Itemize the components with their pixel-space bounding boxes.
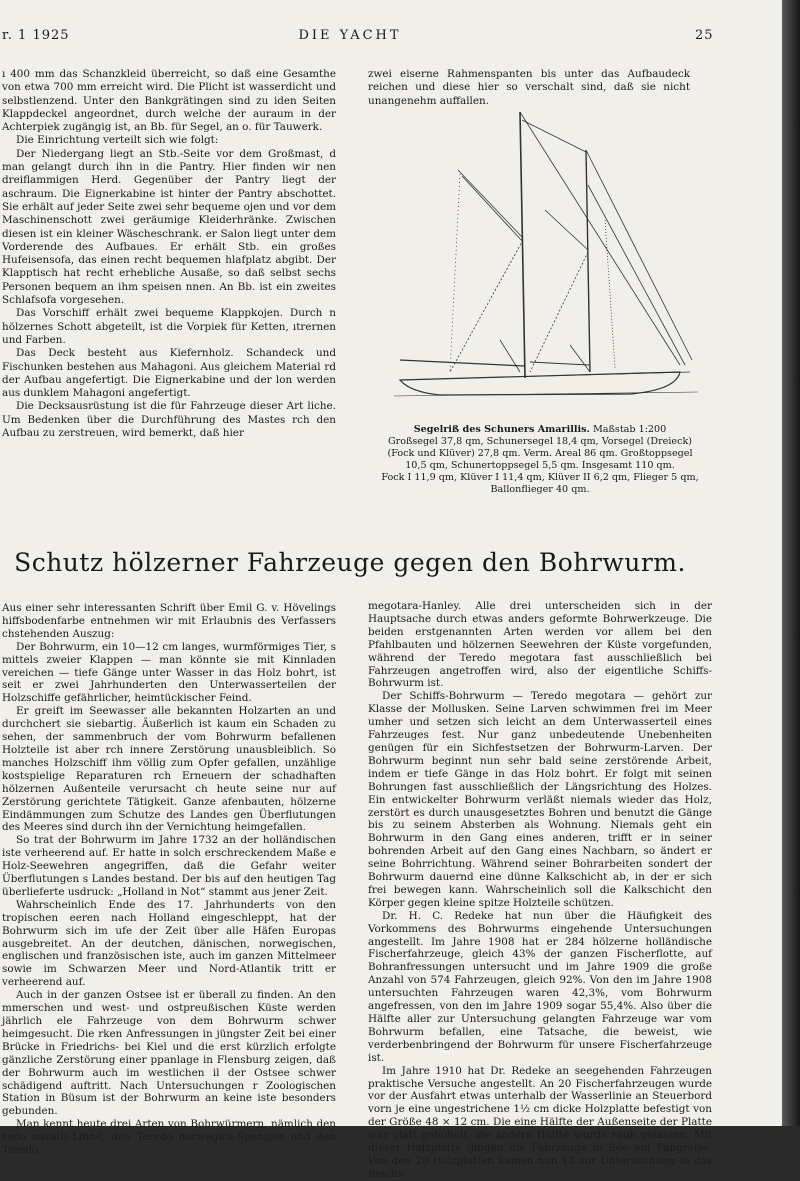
article-left-column xyxy=(2,602,336,1157)
paragraph: Im Jahre 1910 hat Dr. Redeke an seegehenden Fahrzeugen praktische Versuche angestellt. An 20 Fischerfahrzeugen wurde vor der Ausfahrt etwas unterhalb der Wasserlinie an Steuerbord vorn je eine ungestrichene 1½ cm dicke Holzplatte befestigt von der Größe 48 × 12 cm. Die eine Hälfte der Außenseite der Platte war glatt gehobelt, die andere Hälfte wurde rauh gelassen. Mit dieser Holzplatte gingen die Fahrzeuge in See auf Fangreise. Von den 20 Holzplatten kamen nun 13 zur Untersuchung in das Reichs- xyxy=(368,1064,712,1180)
paragraph: Der Niedergang liegt an Stb.-Seite vor dem Großmast, d man gelangt durch ihn in die Pantry. Hier finden wir nen dreiflammigen Herd. Gegenüber der Pantry liegt der aschraum. Die Eignerkabine ist hinter der Pantry abschottet. Sie erhält auf jeder Seite zwei sehr bequeme ojen und vor dem Maschinenschott zwei geräumige Kleiderhränke. Zwischen diesen ist ein kleiner Wäscheschrank. er Salon liegt unter dem Vorderende des Aufbaues. Er erhält Stb. ein großes Hufeisensofa, das einen recht bequemen hlafplatz abgibt. Der Klapptisch hat recht erhebliche Ausaße, so daß selbst sechs Personen bequem an ihm speisen nnen. An Bb. ist ein zweites Schlafsofa vorgesehen. xyxy=(2,147,336,307)
running-header xyxy=(0,28,782,48)
paragraph: Man kennt heute drei Arten von Bohrwürmern, nämlich den redo navalis-Linné, den Teredo norwegica-Spengler und den Teredo xyxy=(2,1118,336,1157)
caption-line: Fock I 11,9 qm, Klüver I 11,4 qm, Klüver II 6,2 qm, Flieger 5 qm, xyxy=(381,472,699,483)
paragraph: Der Bohrwurm, ein 10—12 cm langes, wurmförmiges Tier, s mittels zweier Klappen — man könnte sie mit Kinnladen vereichen — tiefe Gänge unter Wasser in das Holz bohrt, ist seit er zwei Jahrhunderten den Unterwasserteilen der Holzschiffe gefährlicher, heimtückischer Feind. xyxy=(2,640,336,705)
paragraph: Der Schiffs-Bohrwurm — Teredo megotara — gehört zur Klasse der Mollusken. Seine Larven schwimmen frei im Meer umher und setzen sich leicht an dem Unterwasserteil eines Fahrzeuges fest. Nur ganz unbedeutende Unebenheiten genügen für ein Sichfestsetzen der Bohrwurm-Larven. Der Bohrwurm beginnt nun sehr bald seine zerstörende Arbeit, indem er tiefe Gänge in das Holz bohrt. Er folgt mit seinen Bohrungen fast ausschließlich der Längsrichtung des Holzes. Ein entwickelter Bohrwurm verläßt niemals wieder das Holz, zerstört es durch unausgesetztes Bohren und benutzt die Gänge bis zu seinem Absterben als Wohnung. Niemals geht ein Bohrwurm in den Gang eines anderen, trifft er in seiner bohrenden Arbeit auf den Gang eines Nachbarn, so ändert er seine Bohrrichtung. Während seiner Bohrarbeiten sondert der Bohrwurm dauernd eine dünne Kalkschicht ab, in der er sich frei bewegen kann. Wahrscheinlich soll die Kalkschicht den Körper gegen kleine spitze Holzteile schützen. xyxy=(368,690,712,909)
caption-line: Ballonflieger 40 qm. xyxy=(490,484,590,495)
paragraph: So trat der Bohrwurm im Jahre 1732 an der holländischen iste verheerend auf. Er hatte in solch erschreckendem Maße e Holz-Seewehren angegriffen, daß die Gefahr weiter Überflutungen s Landes bestand. Der bis auf den heutigen Tag überlieferte usdruck: „Holland in Not“ stammt aus jener Zeit. xyxy=(2,834,336,898)
page-number: 25 xyxy=(695,28,714,43)
upper-left-column xyxy=(2,68,336,440)
article-title: Schutz hölzerner Fahrzeuge gegen den Bohrwurm. xyxy=(14,548,686,577)
caption-title: Segelriß des Schuners Amarillis. xyxy=(413,424,590,435)
paragraph: megotara-Hanley. Alle drei unterscheiden sich in der Hauptsache durch etwas anders geformte Bohrwerkzeuge. Die beiden erstgenannten Arten werden vor allem bei den Pfahlbauten und hölzernen Seewehren der Küste vorgefunden, während der Teredo megotara fast ausschließlich bei Fahrzeugen angetroffen wird, also der eigentliche Schiffs-Bohrwurm ist. xyxy=(368,600,712,690)
paragraph: Auch in der ganzen Ostsee ist er überall zu finden. An den mmerschen und west- und ostpreußischen Küste werden jährlich ele Fahrzeuge von dem Bohrwurm schwer heimgesucht. Die rken Anfressungen in jüngster Zeit bei einer Brücke in Friedrichs- bei Kiel und die erst kürzlich erfolgte gänzliche Zerstörung einer ppanlage in Flensburg zeigen, daß der Bohrwurm auch im westlichen il der Ostsee schwer schädigend auftritt. Nach Untersuchungen r Zoologischen Station in Büsum ist der Bohrwurm an keine iste besonders gebunden. xyxy=(2,989,336,1118)
issue-number: r. 1 1925 xyxy=(2,28,70,43)
journal-title: DIE YACHT xyxy=(298,28,402,43)
paragraph: Wahrscheinlich Ende des 17. Jahrhunderts von den tropischen eeren nach Holland eingeschleppt, hat der Bohrwurm sich im ufe der Zeit über alle Häfen Europas ausgebreitet. An der deutchen, dänischen, norwegischen, englischen und französischen iste, auch im ganzen Mittelmeer sowie im Schwarzen Meer und Nord-Atlantik tritt er verheerend auf. xyxy=(2,898,336,989)
upper-right-column xyxy=(368,68,690,108)
caption-line: (Fock und Klüver) 27,8 qm. Verm. Areal 86 qm. Großtoppsegel xyxy=(387,448,693,459)
paragraph: ı 400 mm das Schanzkleid überreicht, so daß eine Gesamthe von etwa 700 mm erreicht wird. Die Plicht ist wasserdicht und selbstlenzend. Unter den Bankgrätingen sind zu iden Seiten Klappdeckel angeordnet, durch welche der auraum in der Achterpiek zugängig ist, an Bb. für Segel, an o. für Tauwerk. xyxy=(2,68,336,134)
paragraph: Das Deck besteht aus Kiefernholz. Schandeck und Fischunken bestehen aus Mahagoni. Aus gleichem Material rd der Aufbau angefertigt. Die Eignerkabine und der lon werden aus dunklem Mahagoni angefertigt. xyxy=(2,347,336,400)
caption-line: 10,5 qm, Schunertoppsegel 5,5 qm. Insgesamt 110 qm. xyxy=(405,460,675,471)
paragraph: Aus einer sehr interessanten Schrift über Emil G. v. Hövelings hiffsbodenfarbe entnehmen wir mit Erlaubnis des Verfassers chstehenden Auszug: xyxy=(2,602,336,640)
caption-scale: Maßstab 1:200 xyxy=(592,424,667,435)
paragraph: zwei eiserne Rahmenspanten bis unter das Aufbaudeck reichen und diese hier so verschalt sind, daß sie nicht unangenehm auffallen. xyxy=(368,68,690,107)
article-right-column xyxy=(368,600,712,1181)
paragraph: Das Vorschiff erhält zwei bequeme Klappkojen. Durch n hölzernes Schott abgeteilt, ist die Vorpiek für Ketten, ıtrernen und Farben. xyxy=(2,307,336,346)
paragraph: Die Einrichtung verteilt sich wie folgt: xyxy=(16,134,219,147)
paragraph: Die Decksausrüstung ist die für Fahrzeuge dieser Art liche. Um Bedenken über die Durchführung des Mastes rch den Aufbau zu zerstreuen, wird bemerkt, daß hier xyxy=(2,400,336,440)
page-edge-shadow xyxy=(782,0,800,1126)
paragraph: Dr. H. C. Redeke hat nun über die Häufigkeit des Vorkommens des Bohrwurms eingehende Untersuchungen angestellt. Im Jahre 1908 hat er 284 hölzerne holländische Fischerfahrzeuge, gleich 43% der ganzen Fischerflotte, auf Bohranfressungen untersucht und im Jahre 1909 die große Anzahl von 574 Fahrzeugen, gleich 92%. Von den im Jahre 1908 untersuchten Fahrzeugen waren 42,3%, vom Bohrwurm angefressen, von den im Jahre 1909 sogar 55,4%. Also über die Hälfte aller zur Untersuchung gelangten Fahrzeuge war vom Bohrwurm befallen, eine Tatsache, die beweist, wie verderbenbringend der Bohrwurm für unsere Fischerfahrzeuge ist. xyxy=(368,909,712,1064)
caption-line: Großsegel 37,8 qm, Schunersegel 18,4 qm, Vorsegel (Dreieck) xyxy=(387,436,693,447)
sail-plan-drawing xyxy=(380,110,700,410)
figure-caption xyxy=(370,424,710,496)
paragraph: Er greift im Seewasser alle bekannten Holzarten an und durchchert sie siebartig. Äußerlich ist kaum ein Schaden zu sehen, der sammenbruch der vom Bohrwurm befallenen Holzteile ist aber rch innere Zerstörung unausbleiblich. So manches Holzschiff ihm völlig zum Opfer gefallen, unzählige kostspielige Reparaturen rch Erneuern der schadhaften hölzernen Außenteile verursacht ch heute seine nur auf Zerstörung gerichtete Tätigkeit. Ganze afenbauten, hölzerne Eindämmungen zum Schutze des Landes gen Überflutungen des Meeres sind durch ihn der Vernichtung heimgefallen. xyxy=(2,705,336,834)
